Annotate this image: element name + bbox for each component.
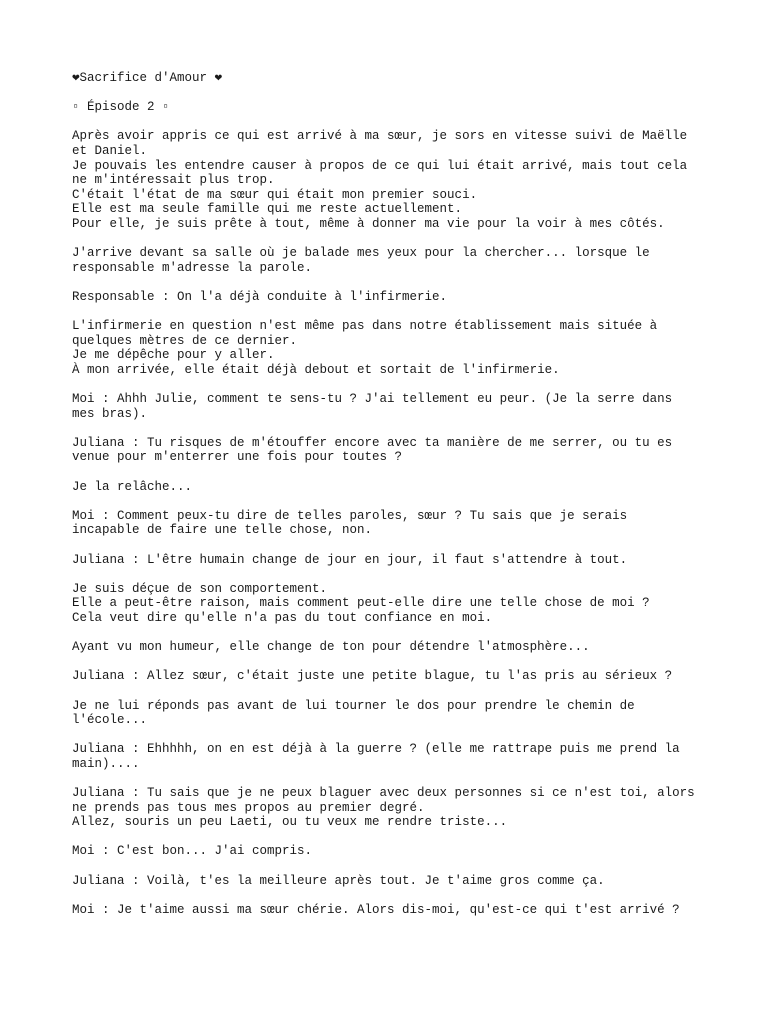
paragraph bbox=[72, 436, 712, 465]
paragraph bbox=[72, 786, 712, 830]
text-line: Pour elle, je suis prête à tout, même à donner ma vie pour la voir à mes côtés. bbox=[72, 216, 665, 231]
text-line: Je suis déçue de son comportement. bbox=[72, 581, 328, 596]
text-line: Ayant vu mon humeur, elle change de ton pour détendre l'atmosphère... bbox=[72, 640, 590, 655]
paragraph bbox=[72, 669, 712, 684]
text-line: Moi : Ahhh Julie, comment te sens-tu ? J'ai tellement eu peur. (Je la serre dans bbox=[72, 392, 673, 407]
paragraph bbox=[72, 319, 712, 377]
text-line: et Daniel. bbox=[72, 143, 148, 158]
text-line: Après avoir appris ce qui est arrivé à ma sœur, je sors en vitesse suivi de Maëlle bbox=[72, 129, 688, 144]
text-line: responsable m'adresse la parole. bbox=[72, 260, 313, 275]
story-body bbox=[72, 129, 712, 917]
episode-text: ▫ Épisode 2 ▫ bbox=[72, 100, 170, 115]
text-line: C'était l'état de ma sœur qui était mon premier souci. bbox=[72, 187, 478, 202]
paragraph bbox=[72, 553, 712, 568]
paragraph bbox=[72, 742, 712, 771]
text-line: main).... bbox=[72, 756, 140, 771]
paragraph bbox=[72, 392, 712, 421]
text-line: Je me dépêche pour y aller. bbox=[72, 348, 275, 363]
text-line: Je ne lui réponds pas avant de lui tourner le dos pour prendre le chemin de bbox=[72, 698, 635, 713]
paragraph bbox=[72, 903, 712, 918]
paragraph bbox=[72, 290, 712, 305]
episode-heading bbox=[72, 100, 712, 115]
text-line: Juliana : Allez sœur, c'était juste une petite blague, tu l'as pris au sérieux ? bbox=[72, 669, 673, 684]
paragraph bbox=[72, 129, 712, 231]
text-line: Je la relâche... bbox=[72, 479, 193, 494]
text-line: venue pour m'enterrer une fois pour toutes ? bbox=[72, 450, 403, 465]
document-page bbox=[72, 71, 712, 932]
paragraph bbox=[72, 246, 712, 275]
paragraph bbox=[72, 874, 712, 889]
text-line: Responsable : On l'a déjà conduite à l'infirmerie. bbox=[72, 289, 448, 304]
text-line: ne prends pas tous mes propos au premier degré. bbox=[72, 800, 425, 815]
paragraph bbox=[72, 640, 712, 655]
text-line: Juliana : Tu risques de m'étouffer encore avec ta manière de me serrer, ou tu es bbox=[72, 435, 673, 450]
text-line: Juliana : L'être humain change de jour en jour, il faut s'attendre à tout. bbox=[72, 552, 628, 567]
text-line: L'infirmerie en question n'est même pas dans notre établissement mais située à bbox=[72, 319, 658, 334]
text-line: Je pouvais les entendre causer à propos de ce qui lui était arrivé, mais tout cela bbox=[72, 158, 688, 173]
text-line: incapable de faire une telle chose, non. bbox=[72, 523, 373, 538]
text-line: Juliana : Ehhhhh, on en est déjà à la guerre ? (elle me rattrape puis me prend la bbox=[72, 742, 680, 757]
paragraph bbox=[72, 582, 712, 626]
text-line: À mon arrivée, elle était déjà debout et sortait de l'infirmerie. bbox=[72, 362, 560, 377]
text-line: Allez, souris un peu Laeti, ou tu veux me rendre triste... bbox=[72, 815, 508, 830]
title-text: ❤Sacrifice d'Amour ❤ bbox=[72, 71, 223, 85]
text-line: Cela veut dire qu'elle n'a pas du tout confiance en moi. bbox=[72, 610, 493, 625]
paragraph bbox=[72, 509, 712, 538]
text-line: Juliana : Voilà, t'es la meilleure après tout. Je t'aime gros comme ça. bbox=[72, 873, 605, 888]
paragraph bbox=[72, 480, 712, 495]
text-line: Moi : Je t'aime aussi ma sœur chérie. Alors dis-moi, qu'est-ce qui t'est arrivé ? bbox=[72, 902, 680, 917]
text-line: J'arrive devant sa salle où je balade mes yeux pour la chercher... lorsque le bbox=[72, 246, 650, 261]
text-line: Juliana : Tu sais que je ne peux blaguer avec deux personnes si ce n'est toi, alors bbox=[72, 786, 695, 801]
text-line: mes bras). bbox=[72, 406, 148, 421]
text-line: ne m'intéressait plus trop. bbox=[72, 173, 275, 188]
paragraph bbox=[72, 699, 712, 728]
text-line: quelques mètres de ce dernier. bbox=[72, 333, 298, 348]
text-line: Elle est ma seule famille qui me reste actuellement. bbox=[72, 202, 463, 217]
text-line: Moi : Comment peux-tu dire de telles paroles, sœur ? Tu sais que je serais bbox=[72, 508, 628, 523]
text-line: l'école... bbox=[72, 713, 148, 728]
paragraph bbox=[72, 844, 712, 859]
story-title bbox=[72, 71, 712, 86]
text-line: Moi : C'est bon... J'ai compris. bbox=[72, 844, 313, 859]
text-line: Elle a peut-être raison, mais comment peut-elle dire une telle chose de moi ? bbox=[72, 596, 650, 611]
